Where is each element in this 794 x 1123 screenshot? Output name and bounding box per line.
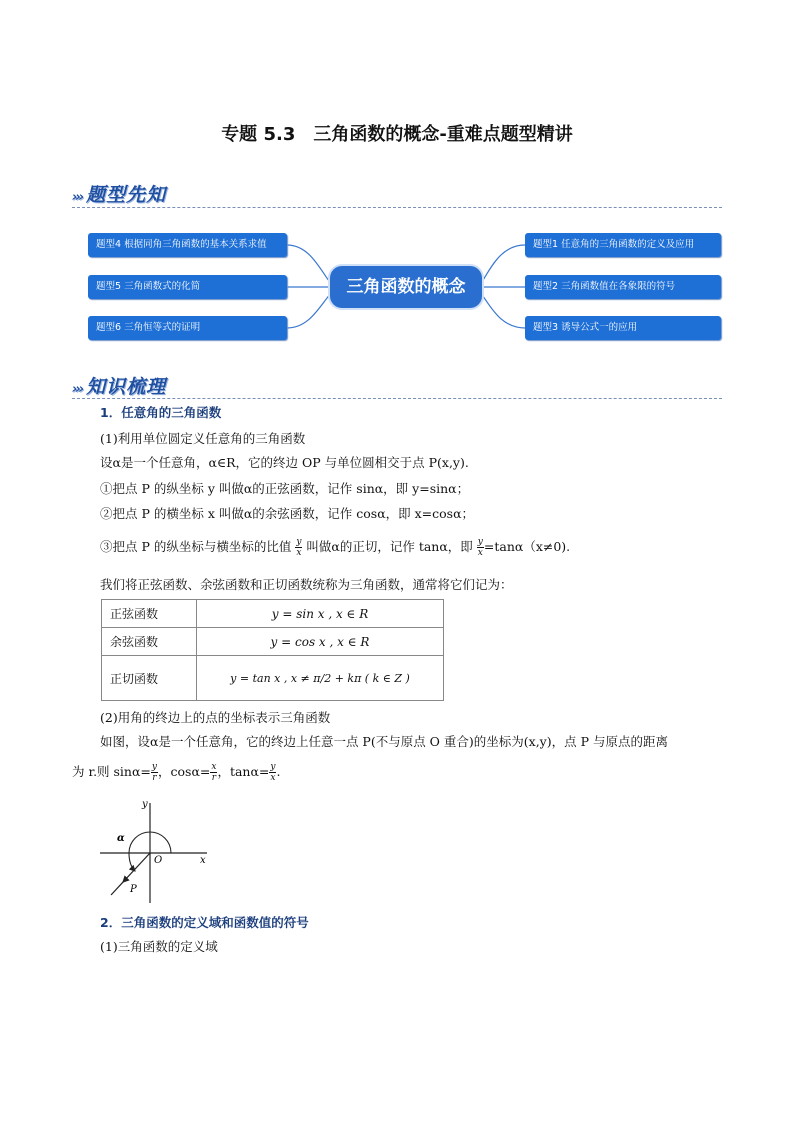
fraction	[269, 762, 276, 783]
paragraph: (1)三角函数的定义域	[100, 939, 218, 954]
fraction	[295, 537, 302, 558]
text: 为 r.则 sinα=	[72, 764, 151, 779]
x-label: x	[200, 855, 206, 866]
paragraph: 设α是一个任意角，α∈R，它的终边 OP 与单位圆相交于点 P(x,y).	[100, 455, 469, 470]
text: 叫做α的正切，记作 tanα，即	[306, 539, 473, 554]
mindmap-node-left-2: 题型5 三角函数式的化简	[88, 275, 287, 299]
numerator: y	[296, 537, 302, 547]
text: ，cosα=	[158, 764, 211, 779]
divider	[72, 398, 722, 399]
origin-label: O	[154, 855, 163, 866]
paragraph-ratios: 为 r.则 sinα= $\frac{y}{r}$ ，cosα= $\frac{x}{r}$ ，tanα= $\frac{y}{x}$ .	[72, 762, 281, 783]
arrow-icon: ›››	[72, 190, 83, 205]
connector-left-3	[287, 292, 332, 328]
table-row	[102, 600, 444, 628]
paragraph: 我们将正弦函数、余弦函数和正切函数统称为三角函数，通常将它们记为：	[100, 577, 513, 592]
table-row	[102, 628, 444, 656]
connector-right-1	[480, 245, 525, 285]
table-cell: 正弦函数	[102, 600, 197, 628]
table-cell: 余弦函数	[102, 628, 197, 656]
denominator: x	[270, 773, 276, 783]
section-label: 知识梳理	[86, 376, 167, 398]
paragraph: (2)用角的终边上的点的坐标表示三角函数	[100, 710, 331, 725]
mindmap-node-right-1: 题型1 任意角的三角函数的定义及应用	[525, 233, 721, 257]
mindmap-node-left-1: 题型4 根据同角三角函数的基本关系求值	[88, 233, 287, 257]
terminal-arrow-icon	[123, 878, 127, 882]
heading-2: 2．三角函数的定义域和函数值的符号	[100, 915, 309, 930]
arrow-icon: ›››	[72, 382, 83, 397]
connector-right-3	[480, 292, 525, 328]
fraction	[477, 537, 484, 558]
mindmap-node-left-3: 题型6 三角恒等式的证明	[88, 316, 287, 340]
mindmap-node-right-2: 题型2 三角函数值在各象限的符号	[525, 275, 721, 299]
table-row	[102, 656, 444, 701]
paragraph: (1)利用单位圆定义任意角的三角函数	[100, 431, 306, 446]
mindmap-node-right-3: 题型3 诱导公式一的应用	[525, 316, 721, 340]
text: ③把点 P 的纵坐标与横坐标的比值	[100, 539, 292, 554]
numerator: y	[151, 762, 157, 772]
table-cell: 正切函数	[102, 656, 197, 701]
denominator: r	[211, 773, 217, 783]
denominator: x	[477, 548, 483, 558]
trig-definition-table	[101, 599, 444, 701]
fraction	[151, 762, 158, 783]
paragraph: ①把点 P 的纵坐标 y 叫做α的正弦函数，记作 sinα，即 y=sinα；	[100, 481, 470, 496]
table-cell: y = cos x , x ∈ R	[197, 628, 444, 656]
text: =tanα（x≠0).	[483, 539, 571, 554]
paragraph: 如图，设α是一个任意角，它的终边上任意一点 P(不与原点 O 重合)的坐标为(x,y)，点 P 与原点的距离	[100, 734, 668, 749]
text: ，tanα=	[217, 764, 270, 779]
section-header-knowledge	[72, 372, 166, 399]
numerator: y	[270, 762, 276, 772]
alpha-label: α	[117, 833, 125, 844]
section-label: 题型先知	[86, 184, 167, 206]
page-title: 专题 5.3 三角函数的概念-重难点题型精讲	[221, 124, 573, 145]
paragraph: ②把点 P 的横坐标 x 叫做α的余弦函数，记作 cosα，即 x=cosα；	[100, 506, 475, 521]
paragraph-tangent	[100, 537, 570, 558]
numerator: x	[211, 762, 217, 772]
table-cell: y = tan x , x ≠ π/2 + kπ ( k ∈ Z )	[197, 656, 444, 701]
denominator: r	[152, 773, 157, 783]
point-label: P	[130, 884, 137, 895]
connector-left-1	[287, 245, 332, 285]
denominator: x	[296, 548, 302, 558]
table-cell: y = sin x , x ∈ R	[197, 600, 444, 628]
coordinate-figure	[95, 795, 215, 907]
heading-1: 1．任意角的三角函数	[100, 405, 222, 420]
numerator: y	[477, 537, 483, 547]
mindmap-center-node: 三角函数的概念	[330, 266, 482, 308]
y-label: y	[142, 799, 148, 810]
angle-arrow-icon	[129, 853, 135, 871]
